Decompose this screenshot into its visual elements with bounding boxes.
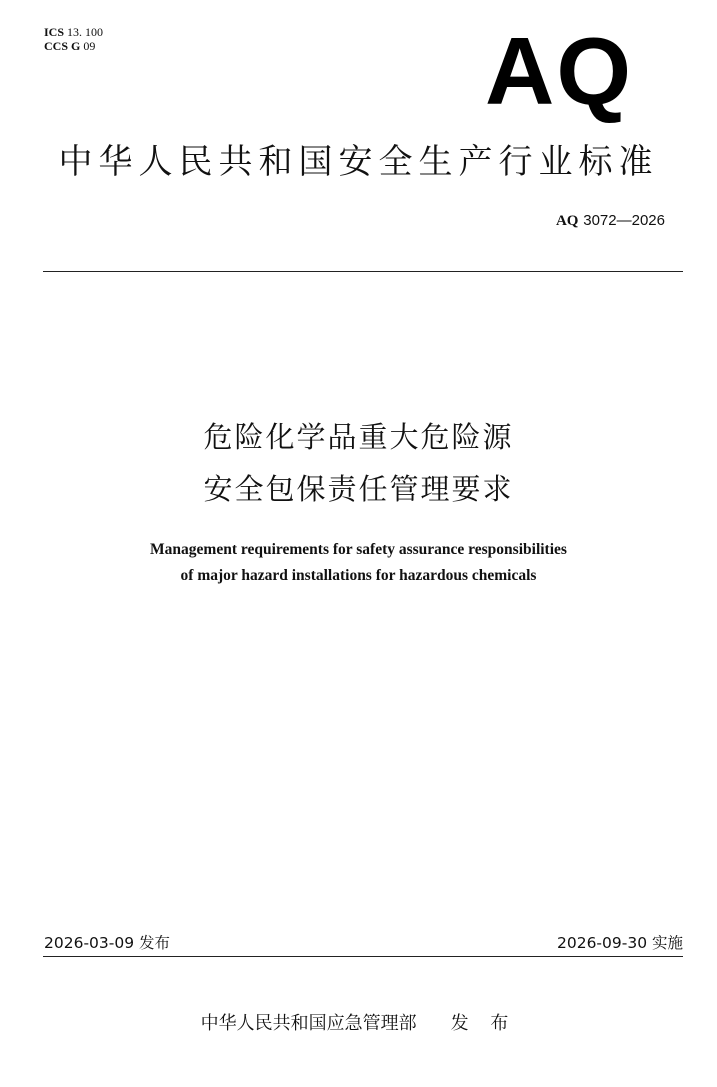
standard-category-title: 中华人民共和国安全生产行业标准 [58, 142, 659, 182]
implementation-date: 2026-09-30 实施 [556, 934, 683, 952]
issue-action: 发 布 [450, 1013, 517, 1034]
issuer [0, 1012, 717, 1036]
standard-code-number: 3072—2026 [583, 212, 665, 229]
standard-code-prefix: AQ [555, 213, 579, 229]
ccs-value: 09 [83, 39, 96, 53]
title-en-line2: of major hazard installations for hazardous chemicals [180, 567, 537, 584]
ics-value: 13. 100 [67, 25, 104, 39]
aq-logo: AQ [485, 18, 633, 125]
title-cn-line1: 危险化学品重大危险源 [203, 420, 514, 454]
ics-code [44, 25, 103, 39]
title-cn-line2: 安全包保责任管理要求 [203, 472, 514, 506]
release-date: 2026-03-09 发布 [44, 934, 171, 952]
issuer-name: 中华人民共和国应急管理部 [200, 1013, 417, 1034]
bottom-divider [43, 956, 683, 957]
ics-label: ICS [44, 25, 65, 39]
top-divider [43, 271, 683, 272]
ccs-code [44, 39, 95, 53]
standard-code [556, 211, 665, 230]
ccs-label: CCS G [44, 39, 81, 53]
title-en-line1: Management requirements for safety assurance responsibilities [150, 541, 567, 558]
